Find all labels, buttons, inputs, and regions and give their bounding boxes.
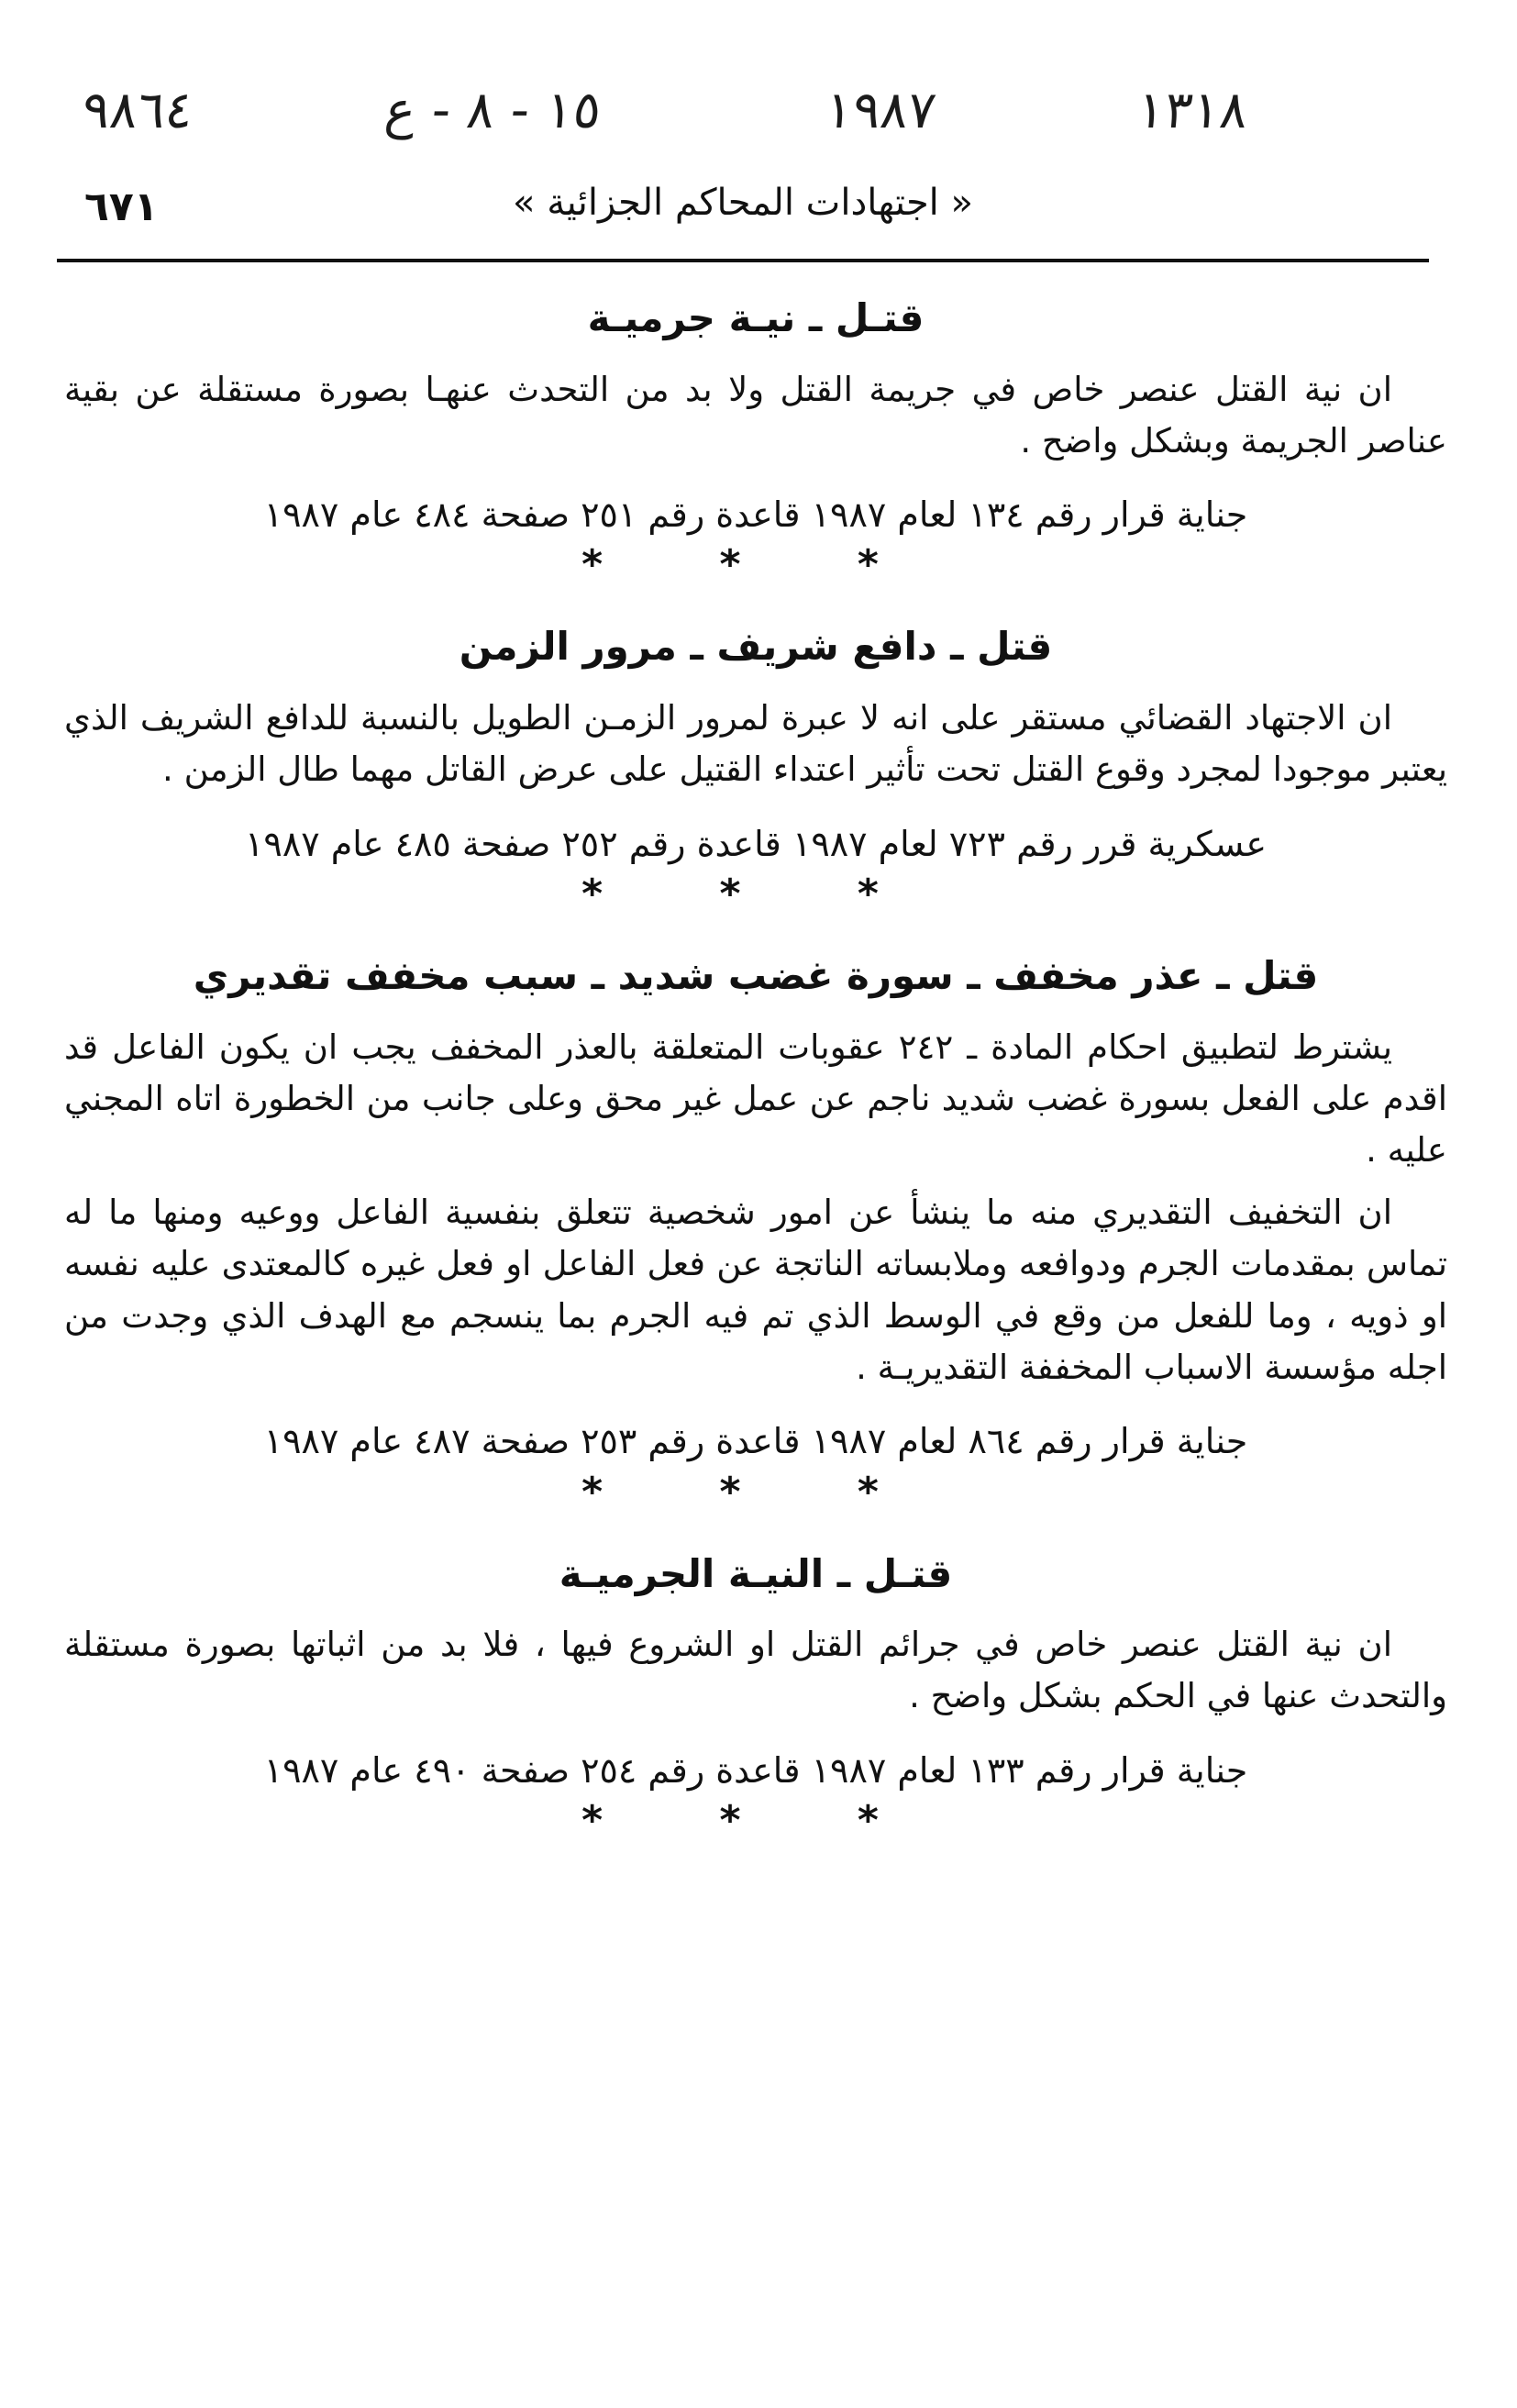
ruling-entry xyxy=(64,294,1447,589)
entry-reference: جناية قرار رقم ١٣٣ لعام ١٩٨٧ قاعدة رقم ٢٥٤ صفحة ٤٩٠ عام ١٩٨٧ xyxy=(263,1749,1248,1791)
entry-title: قتل ـ عذر مخفف ـ سورة غضب شديد ـ سبب مخفف تقديري xyxy=(193,952,1319,998)
handwritten-note: ١٩٨٧ xyxy=(822,81,939,140)
entry-title: قتـل ـ النيـة الجرميـة xyxy=(559,1550,953,1596)
entry-paragraph: ان التخفيف التقديري منه ما ينشأ عن امور شخصية تتعلق بنفسية الفاعل ووعيه ومنها ما له تماس بمقدمات الجرم ودوافعه وملابساته الناتجة عن فعل الفاعل او فعل غيره كالمعتدى عليه نفسه او ذويه ، وما للفعل من وقع في الوسط الذي تم فيه الجرم بما ينسجم مع الهدف الذي وجدت من اجله مؤسسة الاسباب المخففة التقديريـة . xyxy=(64,1193,1447,1387)
asterisk-separator: * * * xyxy=(581,1796,930,1844)
entry-paragraph: ان نية القتل عنصر خاص في جرائم القتل او الشروع فيها ، فلا بد من اثباتها بصورة مستقلة والتحدث عنها في الحكم بشكل واضح . xyxy=(64,1625,1447,1716)
header-divider xyxy=(57,259,1429,262)
ruling-entry xyxy=(64,1549,1447,1844)
entry-reference: عسكرية قرر رقم ٧٢٣ لعام ١٩٨٧ قاعدة رقم ٢٥٢ صفحة ٤٨٥ عام ١٩٨٧ xyxy=(245,823,1267,864)
asterisk-separator: * * * xyxy=(581,870,930,917)
page-number: ٦٧١ xyxy=(84,183,159,230)
ruling-entry xyxy=(64,951,1447,1513)
handwritten-notes xyxy=(79,81,1425,163)
handwritten-note: ٩٨٦٤ xyxy=(79,81,196,140)
handwritten-note: ١٣١٨ xyxy=(1134,81,1251,140)
entry-reference: جناية قرار رقم ٨٦٤ لعام ١٩٨٧ قاعدة رقم ٢٥٣ صفحة ٤٨٧ عام ١٩٨٧ xyxy=(263,1421,1248,1462)
entry-paragraph: يشترط لتطبيق احكام المادة ـ ٢٤٢ عقوبات المتعلقة بالعذر المخفف يجب ان يكون الفاعل قد اقدم على الفعل بسورة غضب شديد ناجم عن عمل غير محق وعلى جانب من الخطورة اتاه المجني عليه . xyxy=(64,1026,1447,1170)
entry-title: قتـل ـ نيـة جرميـة xyxy=(587,295,925,340)
ruling-entry xyxy=(64,622,1447,917)
entry-title: قتل ـ دافع شريف ـ مرور الزمن xyxy=(459,624,1053,670)
entry-paragraph: ان الاجتهاد القضائي مستقر على انه لا عبرة لمرور الزمـن الطويل بالنسبة للدافع الشريف الذي يعتبر موجودا لمجرد وقوع القتل تحت تأثير اعتداء القتيل على عرض القاتل مهما طال الزمن . xyxy=(64,698,1447,790)
asterisk-separator: * * * xyxy=(581,1468,930,1515)
handwritten-note: ١٥ - ٨ - ع xyxy=(382,81,604,140)
entry-paragraph: ان نية القتل عنصر خاص في جريمة القتل ولا بد من التحدث عنهـا بصورة مستقلة عن بقية عناصر الجريمة وبشكل واضح . xyxy=(64,369,1447,461)
asterisk-separator: * * * xyxy=(581,541,930,589)
page-content xyxy=(64,294,1447,1878)
entry-reference: جناية قرار رقم ١٣٤ لعام ١٩٨٧ قاعدة رقم ٢٥١ صفحة ٤٨٤ عام ١٩٨٧ xyxy=(263,494,1248,536)
running-header: « اجتهادات المحاكم الجزائية » xyxy=(513,182,973,224)
